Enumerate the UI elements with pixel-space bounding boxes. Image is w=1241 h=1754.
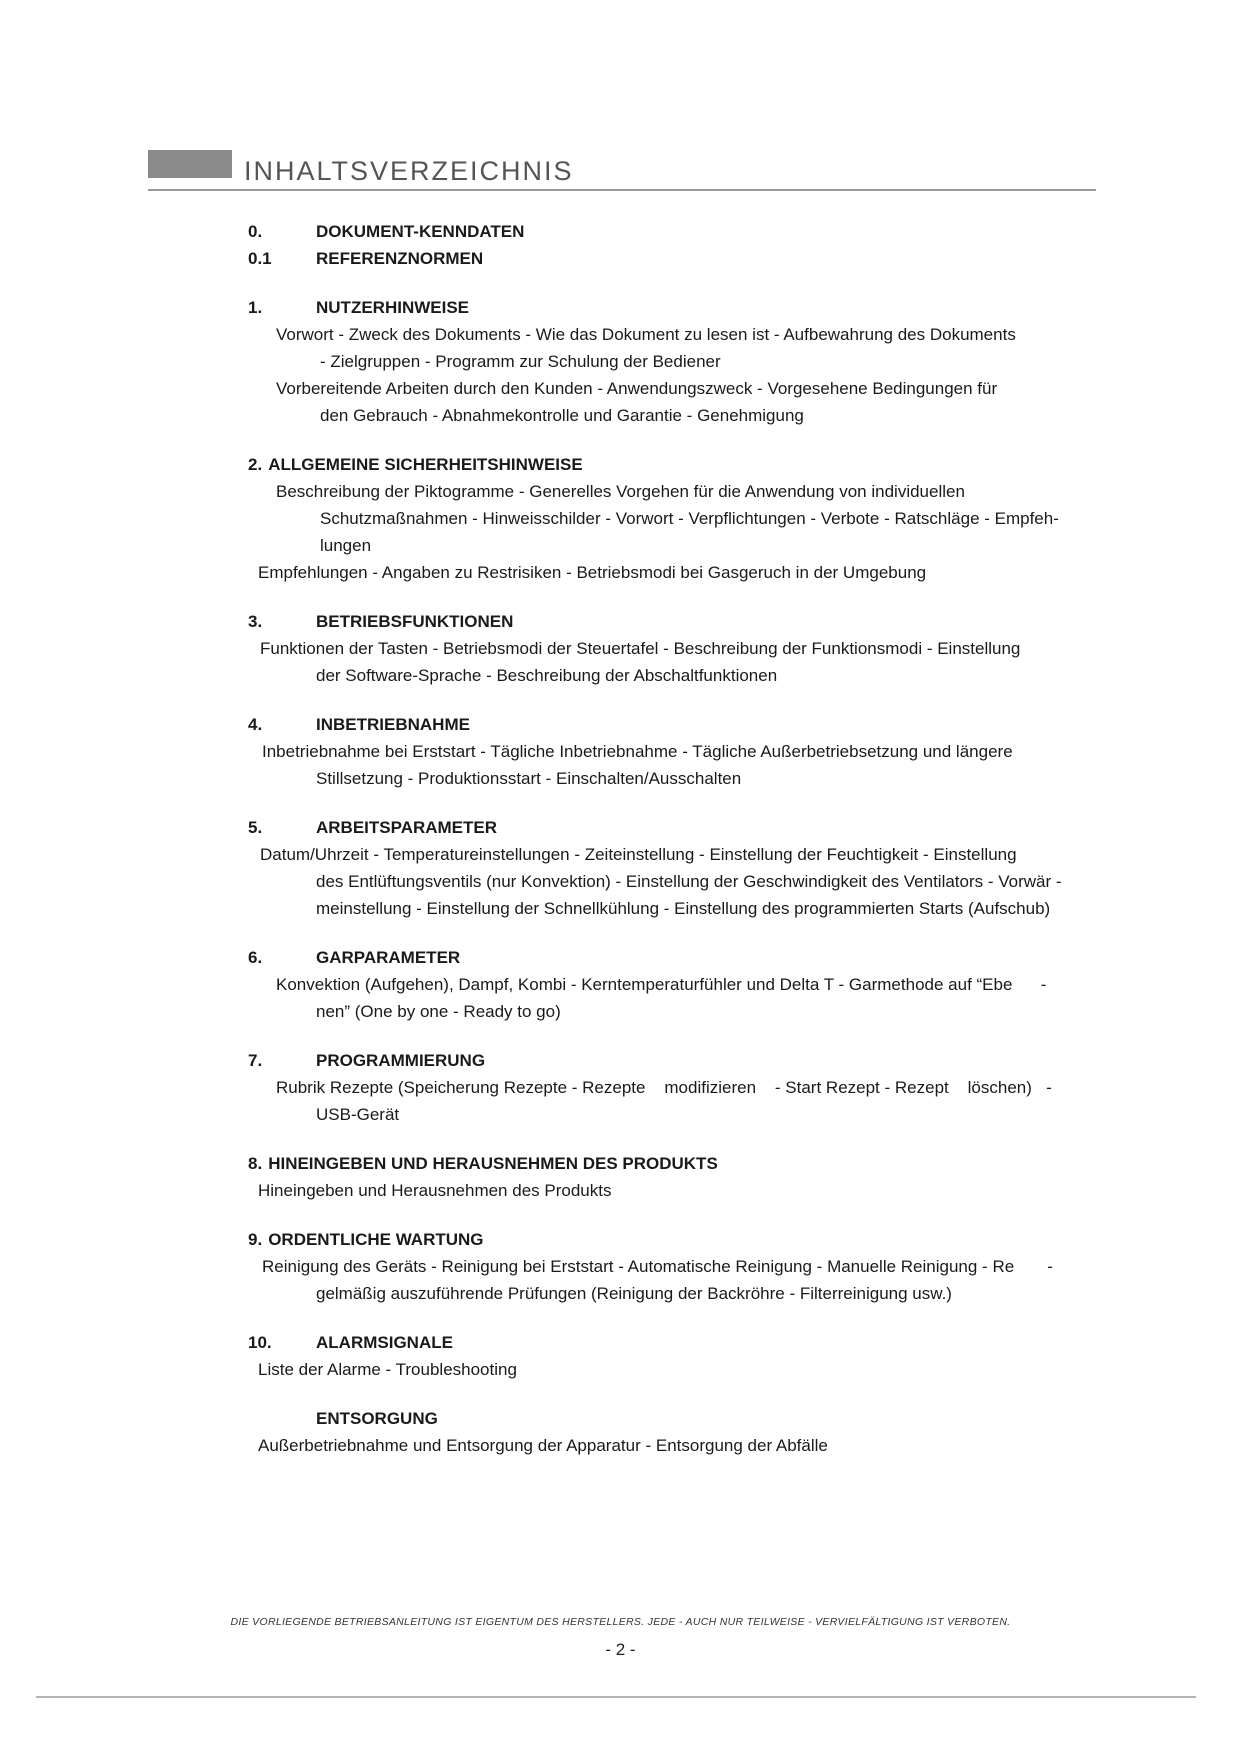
- toc-section-0-1: [248, 245, 1098, 272]
- section-description: gelmäßig auszuführende Prüfungen (Reinigung der Backröhre - Filterreinigung usw.): [316, 1284, 952, 1303]
- section-description: Schutzmaßnahmen - Hinweisschilder - Vorwort - Verpflichtungen - Verbote - Ratschläge - Empfeh-: [320, 509, 1059, 528]
- section-description: Rubrik Rezepte (Speicherung Rezepte - Rezepte modifizieren - Start Rezept - Rezept löschen) -: [276, 1078, 1052, 1097]
- section-description: Liste der Alarme - Troubleshooting: [258, 1360, 517, 1379]
- section-description: des Entlüftungsventils (nur Konvektion) - Einstellung der Geschwindigkeit des Ventilators - Vorwär -: [316, 872, 1062, 891]
- section-description: nen” (One by one - Ready to go): [316, 1002, 561, 1021]
- toc-heading: [248, 245, 1098, 272]
- section-title: ARBEITSPARAMETER: [316, 818, 498, 837]
- section-title: NUTZERHINWEISE: [316, 298, 469, 317]
- section-number: 1.: [248, 298, 263, 317]
- section-description: Vorwort - Zweck des Dokuments - Wie das Dokument zu lesen ist - Aufbewahrung des Dokuments: [276, 325, 1016, 344]
- bottom-divider: [36, 1696, 1196, 1698]
- toc-heading: [248, 1405, 1098, 1432]
- toc-heading: [248, 1150, 1098, 1177]
- section-number: 6.: [248, 948, 263, 967]
- table-of-contents: [248, 218, 1098, 1481]
- section-title: ENTSORGUNG: [316, 1409, 438, 1428]
- toc-heading: [248, 608, 1098, 635]
- section-title: GARPARAMETER: [316, 948, 461, 967]
- header-divider: [148, 189, 1096, 191]
- section-description: Inbetriebnahme bei Erststart - Tägliche Inbetriebnahme - Tägliche Außerbetriebsetzung und längere: [262, 742, 1013, 761]
- toc-section-9: [248, 1226, 1098, 1307]
- toc-heading: [248, 711, 1098, 738]
- section-title: HINEINGEBEN UND HERAUSNEHMEN DES PRODUKTS: [268, 1154, 718, 1173]
- toc-heading: [248, 451, 1098, 478]
- section-title: PROGRAMMIERUNG: [316, 1051, 486, 1070]
- section-description: USB-Gerät: [316, 1105, 400, 1124]
- toc-section-3: [248, 608, 1098, 689]
- page-title: INHALTSVERZEICHNIS: [244, 156, 574, 186]
- section-title: ORDENTLICHE WARTUNG: [268, 1230, 484, 1249]
- section-description: - Zielgruppen - Programm zur Schulung der Bediener: [320, 352, 721, 371]
- section-title: DOKUMENT-KENNDATEN: [316, 222, 525, 241]
- toc-heading: [248, 814, 1098, 841]
- section-number: 0.1: [248, 249, 272, 268]
- section-title: ALARMSIGNALE: [316, 1333, 453, 1352]
- header-bar-block: [148, 150, 232, 178]
- section-description: meinstellung - Einstellung der Schnellkühlung - Einstellung des programmierten Starts (Aufschub): [316, 899, 1051, 918]
- section-number: 2.: [248, 455, 263, 474]
- toc-section-0: [248, 218, 1098, 245]
- section-description: den Gebrauch - Abnahmekontrolle und Garantie - Genehmigung: [320, 406, 804, 425]
- section-description: Datum/Uhrzeit - Temperatureinstellungen - Zeiteinstellung - Einstellung der Feuchtigkeit - Einstellung: [260, 845, 1017, 864]
- section-title: INBETRIEBNAHME: [316, 715, 470, 734]
- toc-heading: [248, 1329, 1098, 1356]
- toc-section-6: [248, 944, 1098, 1025]
- toc-section-4: [248, 711, 1098, 792]
- section-title: ALLGEMEINE SICHERHEITSHINWEISE: [268, 455, 583, 474]
- toc-section-8: [248, 1150, 1098, 1204]
- section-number: 0.: [248, 222, 263, 241]
- section-title: REFERENZNORMEN: [316, 249, 484, 268]
- toc-heading: [248, 1226, 1098, 1253]
- section-number: 4.: [248, 715, 263, 734]
- section-description: Konvektion (Aufgehen), Dampf, Kombi - Kerntemperaturfühler und Delta T - Garmethode auf “Ebe -: [276, 975, 1047, 994]
- toc-section-10: [248, 1329, 1098, 1383]
- toc-section-disposal: [248, 1405, 1098, 1459]
- section-number: 7.: [248, 1051, 263, 1070]
- section-description: der Software-Sprache - Beschreibung der Abschaltfunktionen: [316, 666, 778, 685]
- section-description: Vorbereitende Arbeiten durch den Kunden - Anwendungszweck - Vorgesehene Bedingungen für: [276, 379, 998, 398]
- section-description: Außerbetriebnahme und Entsorgung der Apparatur - Entsorgung der Abfälle: [258, 1436, 828, 1455]
- copyright-notice: DIE VORLIEGENDE BETRIEBSANLEITUNG IST EIGENTUM DES HERSTELLERS. JEDE - AUCH NUR TEILWEISE - VERVIELFÄLTIGUNG IST VERBOTEN.: [230, 1616, 1011, 1628]
- toc-section-7: [248, 1047, 1098, 1128]
- section-description: Reinigung des Geräts - Reinigung bei Erststart - Automatische Reinigung - Manuelle Reinigung - Re -: [262, 1257, 1053, 1276]
- toc-heading: [248, 1047, 1098, 1074]
- section-description: Funktionen der Tasten - Betriebsmodi der Steuertafel - Beschreibung der Funktionsmodi - Einstellung: [260, 639, 1021, 658]
- section-number: 10.: [248, 1333, 272, 1352]
- section-description: Stillsetzung - Produktionsstart - Einschalten/Ausschalten: [316, 769, 742, 788]
- section-description: Beschreibung der Piktogramme - Generelles Vorgehen für die Anwendung von individuellen: [276, 482, 965, 501]
- section-title: BETRIEBSFUNKTIONEN: [316, 612, 514, 631]
- section-description: Hineingeben und Herausnehmen des Produkts: [258, 1181, 612, 1200]
- toc-section-1: [248, 294, 1098, 429]
- section-number: 9.: [248, 1230, 263, 1249]
- section-description: lungen: [320, 536, 372, 555]
- section-number: 5.: [248, 818, 263, 837]
- section-number: 3.: [248, 612, 263, 631]
- section-description: Empfehlungen - Angaben zu Restrisiken - Betriebsmodi bei Gasgeruch in der Umgebung: [258, 563, 927, 582]
- toc-heading: [248, 944, 1098, 971]
- section-number: 8.: [248, 1154, 263, 1173]
- toc-section-5: [248, 814, 1098, 922]
- toc-heading: [248, 218, 1098, 245]
- toc-section-2: [248, 451, 1098, 586]
- page-number: - 2 -: [605, 1640, 636, 1659]
- toc-heading: [248, 294, 1098, 321]
